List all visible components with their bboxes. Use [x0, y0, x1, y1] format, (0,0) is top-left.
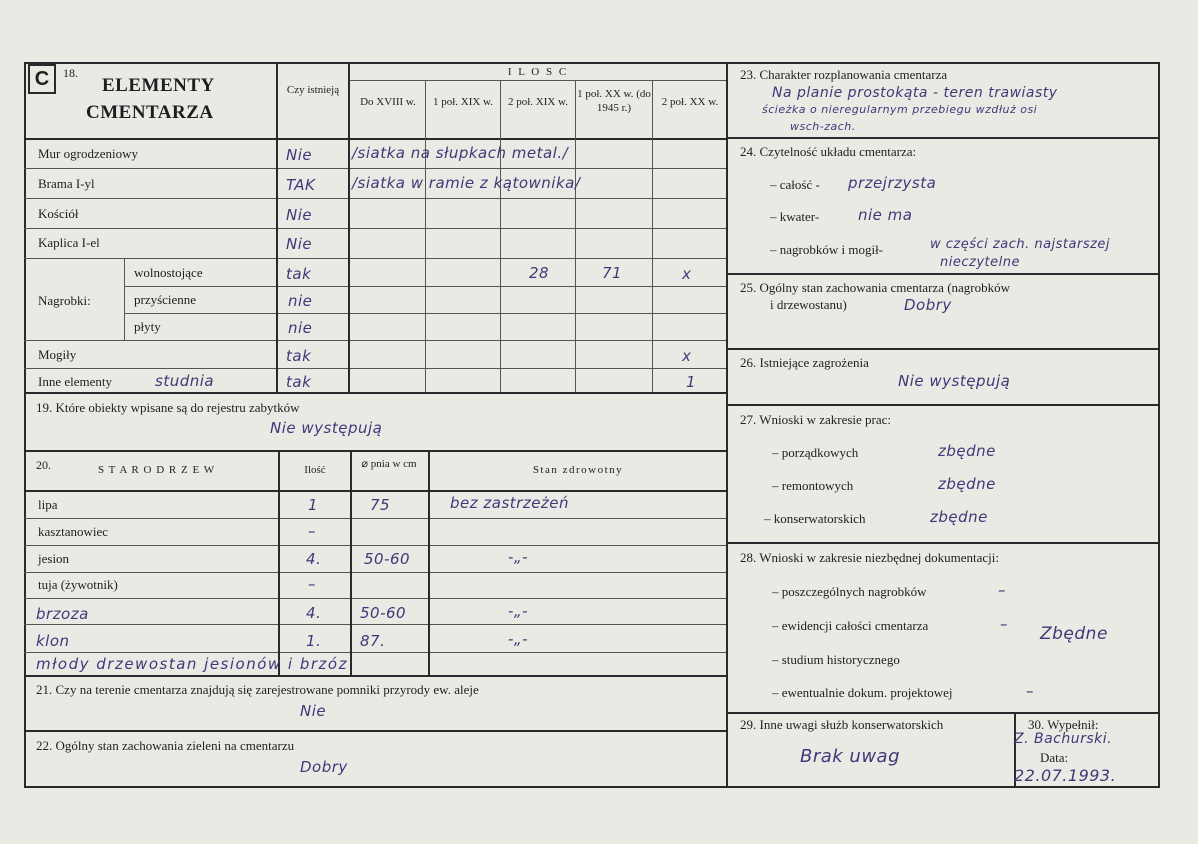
- row-label: Mur ogrodzeniowy: [38, 146, 139, 161]
- row-label: wolnostojące: [134, 265, 203, 280]
- s28-value: Zbędne: [1040, 624, 1108, 644]
- s30-date: 22.07.1993.: [1014, 766, 1117, 785]
- s20-number: 20.: [36, 458, 51, 472]
- tree-count: 1: [308, 496, 319, 514]
- ilosc-header: I L O S C: [507, 66, 569, 78]
- tree-health: bez zastrzeżeń: [450, 494, 570, 512]
- s20-col-health: Stan zdrowotny: [532, 464, 624, 476]
- row-exists: Nie: [286, 206, 313, 224]
- tree-name: kasztanowiec: [38, 524, 109, 539]
- section-letter: C: [28, 64, 56, 94]
- row-count: x: [682, 265, 692, 283]
- row-label: Brama I-yl: [38, 176, 95, 191]
- row-count: 71: [602, 264, 623, 282]
- s23-label: 23. Charakter rozplanowania cmentarza: [740, 67, 948, 82]
- s20-col-count: Ilość: [304, 464, 326, 476]
- row-exists: nie: [288, 292, 313, 310]
- s24-calosc: przejrzysta: [848, 174, 937, 192]
- s29-label: 29. Inne uwagi służb konserwatorskich: [740, 717, 944, 732]
- s22-label: 22. Ogólny stan zachowania zieleni na cmentarzu: [36, 738, 295, 753]
- tree-name: jesion: [38, 551, 70, 566]
- tree-health: -„-: [508, 630, 529, 648]
- s28-dash: –: [998, 581, 1006, 599]
- tree-count: –: [308, 522, 316, 540]
- row-exists: tak: [286, 265, 312, 283]
- s18-title-2: CMENTARZA: [86, 102, 214, 123]
- s27-item-label: – konserwatorskich: [764, 511, 866, 526]
- row-label: Kościół: [38, 206, 79, 221]
- row-exists: Nie: [286, 235, 313, 253]
- row-label: Mogiły: [38, 347, 77, 362]
- tree-footnote: młody drzewostan jesionów i brzóz: [36, 655, 348, 673]
- period-3: 2 poł. XIX w.: [507, 96, 569, 108]
- s29-value: Brak uwag: [800, 746, 901, 767]
- tree-name: klon: [36, 632, 70, 650]
- s28-item: – studium historycznego: [772, 652, 900, 667]
- nagrobki-label: Nagrobki:: [38, 293, 91, 308]
- s24-calosc-label: – całość -: [770, 177, 820, 192]
- s21-label: 21. Czy na terenie cmentarza znajdują się zarejestrowane pomniki przyrody ew. aleje: [36, 682, 479, 697]
- s19-value: Nie występują: [270, 419, 383, 437]
- row-exists: tak: [286, 373, 312, 391]
- s20-col-diam: ⌀ pnia w cm: [361, 458, 417, 470]
- row-count: x: [682, 347, 692, 365]
- tree-diam: 50-60: [364, 550, 411, 568]
- row-count: 28: [529, 264, 550, 282]
- tree-diam: 50-60: [360, 604, 407, 622]
- s23-line: ścieżka o nieregularnym przebiegu wzdłuż osi: [762, 103, 1038, 116]
- s28-dash: –: [1000, 615, 1008, 633]
- s21-value: Nie: [300, 702, 327, 720]
- s30-name: Z. Bachurski.: [1014, 731, 1113, 747]
- row-label: płyty: [134, 319, 161, 334]
- s24-nagrobkow-1: w części zach. najstarszej: [930, 237, 1111, 252]
- s27-label: 27. Wnioski w zakresie prac:: [740, 412, 892, 427]
- s27-item-label: – remontowych: [772, 478, 854, 493]
- tree-count: –: [308, 575, 316, 593]
- tree-name: brzoza: [36, 605, 89, 623]
- s23-line: wsch-zach.: [790, 120, 856, 133]
- s28-item: – ewentualnie dokum. projektowej: [772, 685, 953, 700]
- s25-value: Dobry: [904, 296, 952, 314]
- s28-label: 28. Wnioski w zakresie niezbędnej dokumentacji:: [740, 550, 999, 565]
- s27-item-value: zbędne: [938, 475, 996, 493]
- period-2: 1 poł. XIX w.: [432, 96, 494, 108]
- s25-label-1: 25. Ogólny stan zachowania cmentarza (nagrobków: [740, 280, 1011, 295]
- s19-label: 19. Które obiekty wpisane są do rejestru zabytków: [36, 400, 300, 415]
- tree-name: lipa: [38, 497, 58, 512]
- s30-date-label: Data:: [1040, 750, 1069, 765]
- tree-count: 4.: [306, 550, 322, 568]
- s28-item: – ewidencji całości cmentarza: [772, 618, 929, 633]
- col-exists-header: Czy istnieją: [286, 84, 340, 96]
- row-exists: nie: [288, 319, 313, 337]
- s27-item-value: zbędne: [938, 442, 996, 460]
- period-4: 1 poł. XX w. (do 1945 r.): [577, 88, 651, 114]
- s27-item-label: – porządkowych: [772, 445, 859, 460]
- row-label: przyścienne: [134, 292, 197, 307]
- tree-diam: 75: [370, 496, 391, 514]
- s27-item-value: zbędne: [930, 508, 988, 526]
- s30-label: 30. Wypełnił:: [1028, 717, 1099, 732]
- s24-label: 24. Czytelność układu cmentarza:: [740, 144, 917, 159]
- s26-value: Nie występują: [898, 372, 1011, 390]
- s24-kwater: nie ma: [858, 206, 913, 224]
- row-note: /siatka na słupkach metal./: [352, 144, 569, 162]
- tree-count: 4.: [306, 604, 322, 622]
- period-1: Do XVIII w.: [360, 96, 416, 108]
- s18-number: 18.: [63, 66, 78, 80]
- row-count: 1: [686, 373, 697, 391]
- s28-dash: –: [1026, 682, 1034, 700]
- row-note: /siatka w ramie z kątownika/: [352, 174, 581, 192]
- s25-label-2: i drzewostanu): [770, 297, 847, 312]
- tree-name: tuja (żywotnik): [38, 577, 118, 592]
- row-exists: TAK: [286, 176, 316, 194]
- s18-title-1: ELEMENTY: [102, 75, 215, 96]
- s20-title: S T A R O D R Z E W: [98, 464, 216, 476]
- tree-diam: 87.: [360, 632, 386, 650]
- row-label: Inne elementy: [38, 374, 112, 389]
- row-exists: tak: [286, 347, 312, 365]
- s23-line: Na planie prostokąta - teren trawiasty: [772, 85, 1058, 101]
- row-label: Kaplica I-el: [38, 235, 100, 250]
- s24-nagrobkow-2: nieczytelne: [940, 255, 1020, 270]
- s24-nagrobkow-label: – nagrobków i mogił-: [770, 242, 884, 257]
- s24-kwater-label: – kwater-: [770, 209, 820, 224]
- row-extra: studnia: [155, 372, 215, 390]
- row-exists: Nie: [286, 146, 313, 164]
- period-5: 2 poł. XX w.: [661, 96, 719, 108]
- s22-value: Dobry: [300, 758, 348, 776]
- s26-label: 26. Istniejące zagrożenia: [740, 355, 869, 370]
- tree-health: -„-: [508, 548, 529, 566]
- s28-item: – poszczególnych nagrobków: [772, 584, 927, 599]
- tree-count: 1.: [306, 632, 322, 650]
- tree-health: -„-: [508, 602, 529, 620]
